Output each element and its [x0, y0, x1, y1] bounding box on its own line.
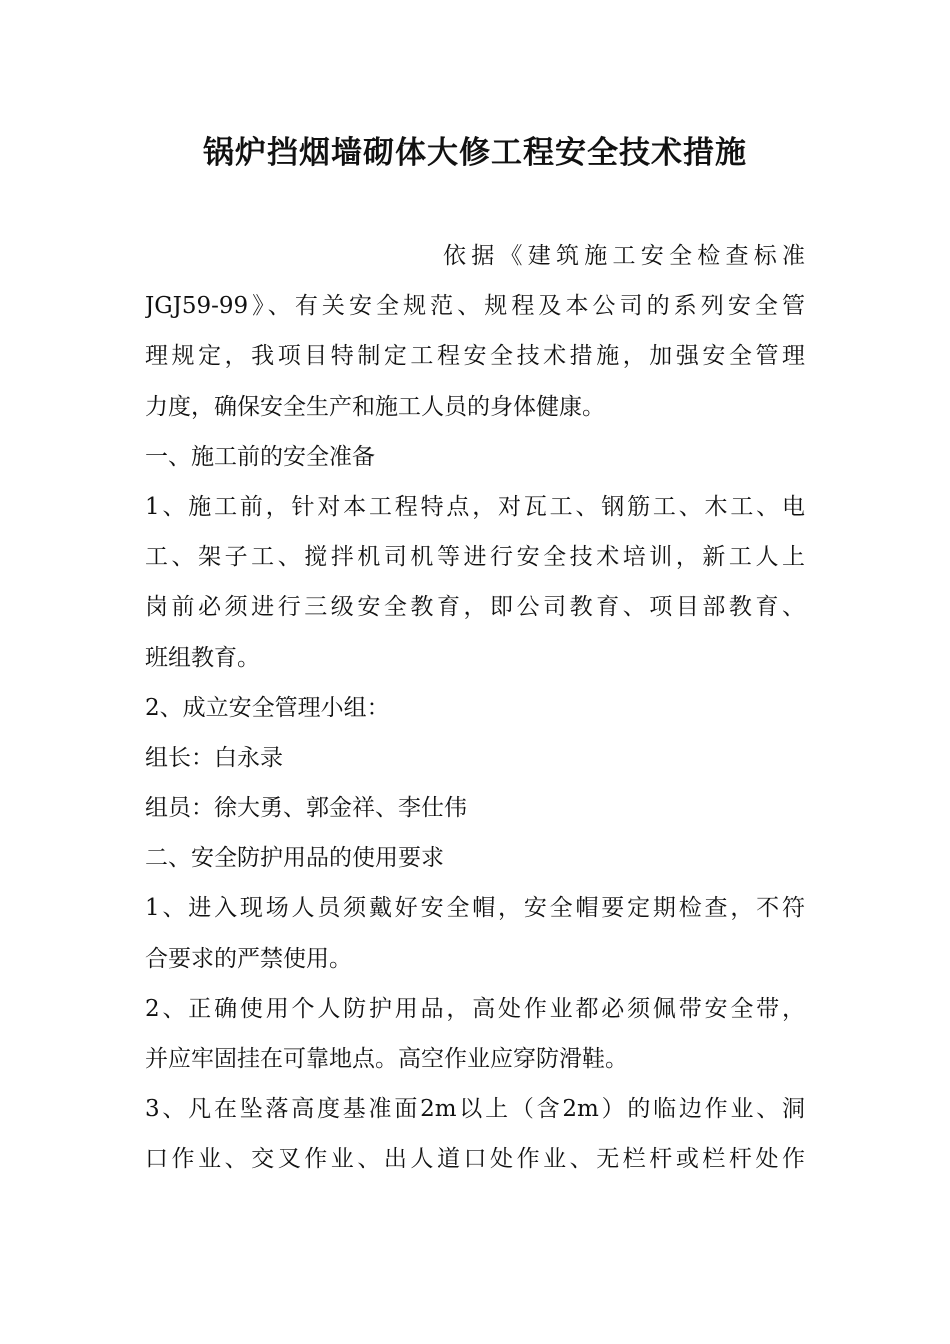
paragraph-line: 工、架子工、搅拌机司机等进行安全技术培训，新工人上: [145, 544, 805, 571]
paragraph-line: 并应牢固挂在可靠地点。高空作业应穿防滑鞋。: [145, 1046, 628, 1072]
paragraph-line: JGJ59-99》、有关安全规范、规程及本公司的系列安全管: [145, 293, 805, 320]
paragraph-line: 合要求的严禁使用。: [145, 945, 352, 972]
paragraph-line: 班组教育。: [145, 644, 260, 671]
paragraph-line: 组长：白永录: [145, 744, 283, 771]
paragraph-line: 依据《建筑施工安全检查标准: [443, 243, 805, 269]
paragraph-line: 1、施工前，针对本工程特点，对瓦工、钢筋工、木工、电: [145, 493, 805, 520]
paragraph-line: 2、正确使用个人防护用品，高处作业都必须佩带安全带，: [145, 995, 805, 1022]
paragraph-line: 岗前必须进行三级安全教育，即公司教育、项目部教育、: [145, 594, 805, 621]
paragraph-line: 3、凡在坠落高度基准面2m以上（含2m）的临边作业、洞: [145, 1096, 805, 1123]
document-body: [145, 236, 805, 1190]
paragraph-line: 力度，确保安全生产和施工人员的身体健康。: [145, 393, 605, 420]
section-heading: 二、安全防护用品的使用要求: [145, 845, 444, 872]
paragraph-line: 组员：徐大勇、郭金祥、李仕伟: [145, 795, 467, 822]
paragraph-line: 理规定，我项目特制定工程安全技术措施，加强安全管理: [145, 343, 805, 370]
document-title: 锅炉挡烟墙砌体大修工程安全技术措施: [203, 135, 747, 171]
paragraph-line: 口作业、交叉作业、出人道口处作业、无栏杆或栏杆处作: [145, 1146, 805, 1173]
section-heading: 一、施工前的安全准备: [145, 443, 375, 470]
paragraph-line: 1、进入现场人员须戴好安全帽，安全帽要定期检查，不符: [145, 895, 805, 922]
paragraph-line: 2、成立安全管理小组：: [145, 694, 390, 721]
